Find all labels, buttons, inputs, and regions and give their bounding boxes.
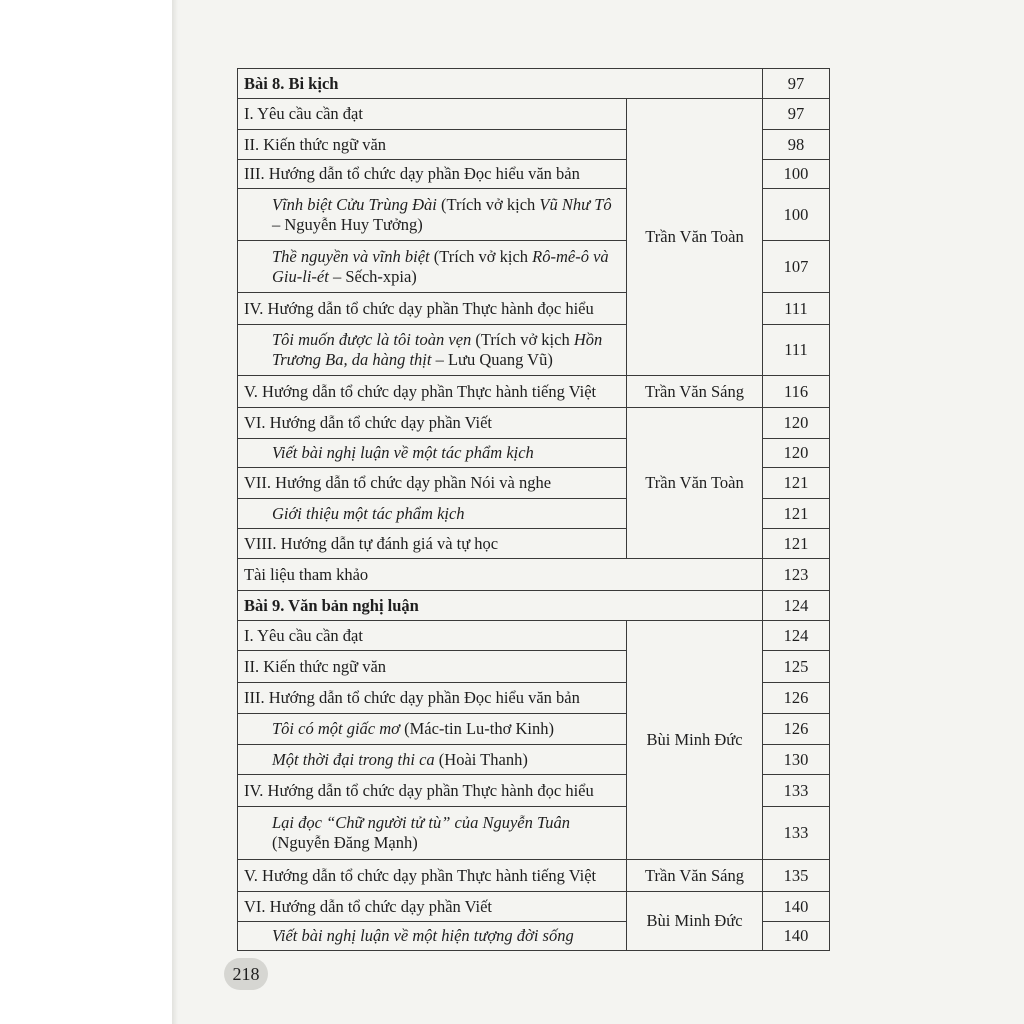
title-segment: (Hoài Thanh) (434, 749, 528, 769)
toc-subentry (238, 189, 627, 241)
page-ref: 107 (763, 241, 830, 293)
page-ref: 121 (763, 499, 830, 529)
page-ref: 100 (763, 189, 830, 241)
title-segment: Bài 9. Văn bản nghị luận (244, 595, 419, 615)
title-segment: Rô-mê-ô và Giu-li-ét (272, 246, 609, 286)
toc-row (238, 860, 830, 892)
page-ref: 100 (763, 160, 830, 189)
page-ref: 133 (763, 807, 830, 860)
title-segment: Vĩnh biệt Cửu Trùng Đài (272, 194, 437, 214)
toc-entry (238, 408, 627, 439)
table-of-contents (237, 68, 830, 951)
title-segment: Giới thiệu một tác phẩm kịch (272, 503, 465, 523)
toc-subentry (238, 922, 627, 951)
page-ref: 124 (763, 621, 830, 651)
page-ref: 123 (763, 559, 830, 591)
page-ref: 135 (763, 860, 830, 892)
title-segment: Hồn Trương Ba, da hàng thịt (272, 330, 603, 369)
page-ref: 126 (763, 683, 830, 714)
toc-entry (238, 559, 763, 591)
title-segment: Tài liệu tham khảo (244, 564, 369, 584)
title-segment: II. Kiến thức ngữ văn (244, 656, 387, 676)
page-ref: 120 (763, 408, 830, 439)
page-ref: 116 (763, 376, 830, 408)
page-ref: 126 (763, 714, 830, 745)
page-ref: 133 (763, 775, 830, 807)
toc-row (238, 621, 830, 651)
author-cell: Trần Văn Toàn (627, 408, 763, 559)
toc-row (238, 99, 830, 130)
title-segment: Thề nguyền và vĩnh biệt (272, 246, 430, 266)
title-segment: IV. Hướng dẫn tổ chức dạy phần Thực hành đọc hiểu (244, 298, 594, 318)
title-segment: Viết bài nghị luận về một hiện tượng đời sống (272, 926, 574, 946)
title-segment: Lại đọc “Chữ người tử tù” của Nguyễn Tuân (272, 813, 570, 833)
title-segment: VII. Hướng dẫn tổ chức dạy phần Nói và nghe (244, 473, 552, 493)
page-ref: 120 (763, 439, 830, 468)
toc-entry (238, 468, 627, 499)
title-segment: Tôi muốn được là tôi toàn vẹn (272, 330, 472, 350)
toc-subentry (238, 325, 627, 376)
title-segment: I. Yêu cầu cần đạt (244, 625, 363, 645)
title-segment: III. Hướng dẫn tổ chức dạy phần Đọc hiểu văn bản (244, 688, 580, 708)
page-ref: 124 (763, 591, 830, 621)
toc-entry (238, 621, 627, 651)
page-ref: 111 (763, 325, 830, 376)
page-ref: 111 (763, 293, 830, 325)
author-cell: Trần Văn Sáng (627, 860, 763, 892)
author-cell: Bùi Minh Đức (627, 892, 763, 951)
title-segment: (Trích vở kịch (429, 246, 533, 266)
toc-row (238, 69, 830, 99)
title-segment: Vũ Như Tô (539, 194, 612, 214)
title-segment: II. Kiến thức ngữ văn (244, 134, 387, 154)
toc-row (238, 591, 830, 621)
toc-subentry (238, 807, 627, 860)
toc-subentry (238, 714, 627, 745)
page-ref: 140 (763, 922, 830, 951)
toc-entry (238, 860, 627, 892)
page-edge-shadow (172, 0, 178, 1024)
toc-entry (238, 775, 627, 807)
page-ref: 130 (763, 745, 830, 775)
toc-entry (238, 376, 627, 408)
toc-entry (238, 130, 627, 160)
author-cell: Trần Văn Sáng (627, 376, 763, 408)
title-segment: V. Hướng dẫn tổ chức dạy phần Thực hành tiếng Việt (244, 381, 597, 401)
toc-entry (238, 529, 627, 559)
title-segment: (Trích vở kịch (471, 330, 574, 350)
toc-subentry (238, 439, 627, 468)
page-ref: 97 (763, 99, 830, 130)
toc-row (238, 408, 830, 439)
toc-entry (238, 892, 627, 922)
title-segment: (Trích vở kịch (436, 194, 540, 214)
toc-row (238, 892, 830, 922)
page-ref: 97 (763, 69, 830, 99)
title-segment: III. Hướng dẫn tổ chức dạy phần Đọc hiểu văn bản (244, 164, 580, 184)
page-ref: 98 (763, 130, 830, 160)
author-cell: Trần Văn Toàn (627, 99, 763, 376)
toc-entry (238, 651, 627, 683)
page-ref: 125 (763, 651, 830, 683)
toc-row (238, 376, 830, 408)
author-cell: Bùi Minh Đức (627, 621, 763, 860)
toc-entry (238, 99, 627, 130)
title-segment: – Nguyễn Huy Tưởng) (272, 214, 423, 234)
title-segment: Một thời đại trong thi ca (272, 749, 435, 769)
page-ref: 121 (763, 529, 830, 559)
title-segment: V. Hướng dẫn tổ chức dạy phần Thực hành tiếng Việt (244, 865, 597, 885)
toc-subentry (238, 241, 627, 293)
title-segment: (Nguyễn Đăng Mạnh) (272, 833, 418, 852)
title-segment: (Mác-tin Lu-thơ Kinh) (399, 719, 554, 739)
title-segment: VIII. Hướng dẫn tự đánh giá và tự học (244, 533, 499, 553)
toc-subentry (238, 499, 627, 529)
title-segment: – Sếch-xpia) (328, 266, 417, 286)
toc-subentry (238, 745, 627, 775)
toc-entry (238, 293, 627, 325)
lesson-heading (238, 591, 763, 621)
title-segment: Bài 8. Bi kịch (244, 73, 339, 93)
title-segment: VI. Hướng dẫn tổ chức dạy phần Viết (244, 413, 493, 433)
title-segment: I. Yêu cầu cần đạt (244, 104, 363, 124)
toc-entry (238, 160, 627, 189)
lesson-heading (238, 69, 763, 99)
page-ref: 121 (763, 468, 830, 499)
page-ref: 140 (763, 892, 830, 922)
title-segment: VI. Hướng dẫn tổ chức dạy phần Viết (244, 896, 493, 916)
title-segment: Viết bài nghị luận về một tác phẩm kịch (272, 443, 534, 463)
page-number: 218 (224, 958, 268, 990)
title-segment: IV. Hướng dẫn tổ chức dạy phần Thực hành đọc hiểu (244, 780, 594, 800)
title-segment: Tôi có một giấc mơ (272, 719, 400, 739)
toc-entry (238, 683, 627, 714)
toc-row (238, 559, 830, 591)
title-segment: – Lưu Quang Vũ) (431, 350, 553, 369)
